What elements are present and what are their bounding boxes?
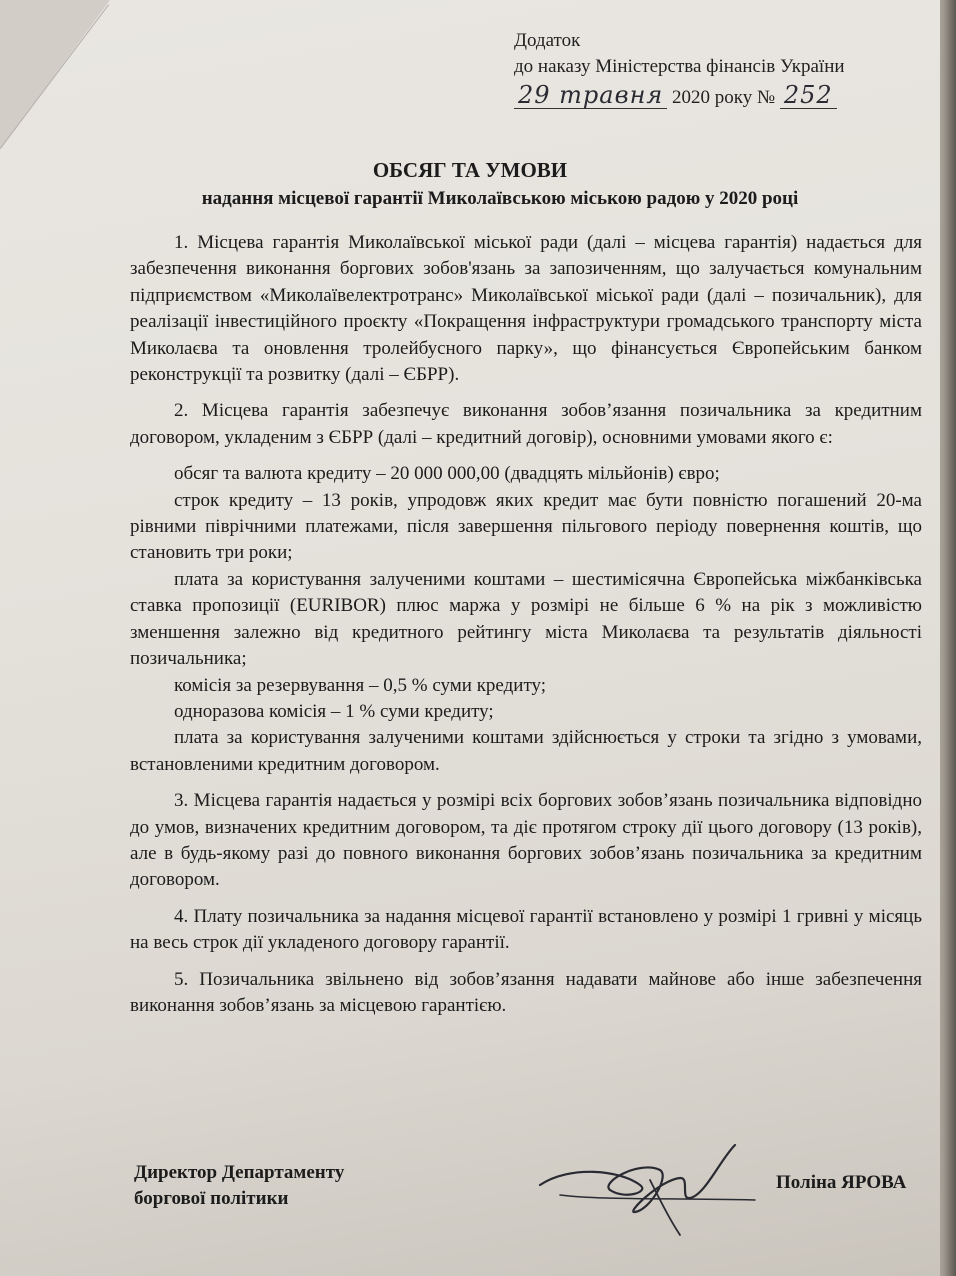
handwritten-signature	[530, 1140, 760, 1240]
paragraph-4: 4. Плату позичальника за надання місцевої гарантії встановлено у розмірі 1 гривні у місяць на весь строк дії укладеного договору гарантії.	[130, 905, 922, 954]
signatory-name: Поліна ЯРОВА	[776, 1172, 907, 1193]
signatory-position-line2: боргової політики	[134, 1188, 289, 1209]
appendix-year-label: 2020 року №	[672, 87, 776, 108]
handwritten-date: 29 травня	[514, 82, 667, 109]
condition-interest: плата за користування залученими коштами – шестимісячна Європейська міжбанківська ставка пропозиції (EURIBOR) плюс маржа у розмірі не більше 6 % на рік з можливістю зменшення залежно від кредитного рейтингу міста Миколаєва та результатів діяльності позичальника;	[130, 568, 922, 670]
condition-payment-terms: плата за користування залученими коштами здійснюється у строки та згідно з умовами, встановленими кредитним договором.	[130, 727, 922, 775]
paragraph-2: 2. Місцева гарантія забезпечує виконання зобов’язання позичальника за кредитним договором, укладеним з ЄБРР (далі – кредитний договір), основними умовами якого є:	[130, 400, 922, 448]
condition-loan-amount: обсяг та валюта кредиту – 20 000 000,00 (двадцять мільйонів) євро;	[174, 463, 720, 485]
condition-loan-term: строк кредиту – 13 років, упродовж яких кредит має бути повністю погашений 20-ма рівними піврічними платежами, після завершення пільгового періоду повернення коштів, що становить три роки;	[130, 489, 922, 564]
appendix-date-row	[514, 82, 845, 111]
signatory-position-line1: Директор Департаменту	[134, 1162, 345, 1183]
appendix-order-reference: до наказу Міністерства фінансів України	[514, 56, 845, 77]
handwritten-order-number: 252	[780, 82, 837, 109]
appendix-label: Додаток	[514, 30, 581, 51]
appendix-header	[514, 28, 845, 111]
document-body	[130, 230, 922, 1019]
paragraph-5: 5. Позичальника звільнено від зобов’язання надавати майнове або інше забезпечення виконання зобов’язань за місцевою гарантією.	[130, 968, 922, 1016]
signatory-position	[134, 1160, 344, 1212]
condition-reservation-fee: комісія за резервування – 0,5 % суми кредиту;	[174, 674, 547, 696]
document-subtitle: надання місцевої гарантії Миколаївською міською радою у 2020 році	[201, 188, 799, 209]
paragraph-1: 1. Місцева гарантія Миколаївської міської ради (далі – місцева гарантія) надається для забезпечення виконання боргових зобов'язань за запозиченням, що залучається комунальним підприємством «Миколаївелектротранс» Миколаївської міської ради (далі – позичальник), для реалізації інвестиційного проєкту «Покращення інфраструктури громадського транспорту міста Миколаєва та оновлення тролейбусного парку», що фінансується Європейським банком реконструкції та розвитку (далі – ЄБРР).	[130, 232, 922, 386]
document-title: ОБСЯГ ТА УМОВИ	[372, 158, 568, 182]
paragraph-3: 3. Місцева гарантія надається у розмірі всіх боргових зобов’язань позичальника відповідно до умов, визначених кредитним договором, та діє протягом строку дії цього договору (13 років), але в будь-якому разі до повного виконання боргових зобов’язань позичальника за кредитним договором.	[130, 790, 922, 891]
condition-one-time-fee: одноразова комісія – 1 % суми кредиту;	[174, 700, 494, 722]
